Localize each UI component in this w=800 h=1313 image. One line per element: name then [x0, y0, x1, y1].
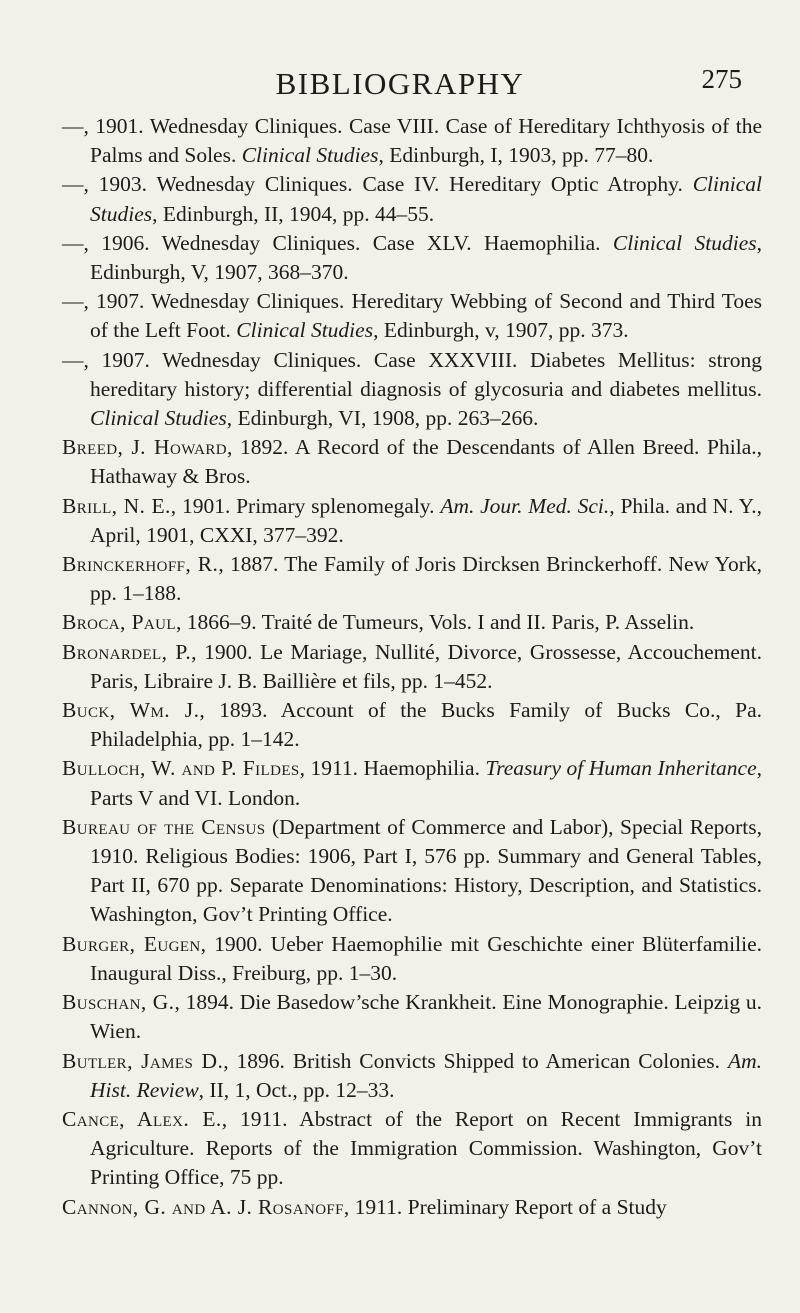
bibliography-entry [62, 1193, 762, 1222]
entry-text-end: , Edinburgh, v, 1907, pp. 373. [373, 318, 629, 343]
entry-text: , 1901. Primary splenomegaly. [170, 493, 441, 518]
entry-text: , 1893. Account of the Bucks Family of Bucks Co., Pa. Philadelphia, pp. 1–142. [90, 698, 763, 752]
bibliography-entry [62, 1047, 762, 1105]
entry-text: —, 1907. Wednesday Cliniques. Hereditary Webbing of Second and Third Toes of the Left Foot. [62, 289, 762, 343]
entry-text: —, 1906. Wednesday Cliniques. Case XLV. Haemophilia. [62, 230, 613, 255]
entry-author: Bronardel, P. [62, 639, 192, 664]
entry-journal: Treasury of Human Inheritance [485, 756, 757, 781]
entry-author: Butler, James D. [62, 1048, 224, 1073]
entry-author: Broca, Paul [62, 610, 176, 635]
entry-author: Cannon, G. and A. J. Rosanoff [62, 1194, 344, 1219]
entry-author: Breed, J. Howard [62, 435, 227, 460]
entry-author: Brinckerhoff, R. [62, 552, 219, 577]
bibliography-entry [62, 433, 762, 491]
bibliography-entry [62, 696, 762, 754]
bibliography-entry [62, 1105, 762, 1193]
bibliography-entry [62, 287, 762, 345]
bibliography-entry [62, 229, 762, 287]
entry-journal: Clinical Studies [90, 172, 762, 226]
bibliography-entry [62, 170, 762, 228]
entry-text: , 1900. Ueber Haemophilie mit Geschichte einer Blüterfamilie. Inaugural Diss., Freiburg, pp. 1–30. [90, 931, 762, 985]
entry-author: Brill, N. E. [62, 493, 171, 518]
entry-journal: Clinical Studies [90, 406, 227, 431]
entry-text-end: , Edinburgh, II, 1904, pp. 44–55. [152, 201, 435, 226]
entry-text-end: , Edinburgh, VI, 1908, pp. 263–266. [226, 406, 539, 431]
entry-author: Buschan, G. [62, 990, 175, 1015]
entry-text: (Department of Commerce and Labor), Special Reports, 1910. Religious Bodies: 1906, Part I, 576 pp. Summary and General Tables, Part II, 670 pp. Separate Denominations: History, Description, and Statistics. Washington, Gov’t Printing Office. [90, 814, 762, 927]
entry-author: Bureau of the Census [62, 814, 266, 839]
entry-text-end: , Phila. and N. Y., April, 1901, CXXI, 377–392. [90, 493, 762, 547]
entry-text: , 1887. The Family of Joris Dircksen Brinckerhoff. New York, pp. 1–188. [90, 552, 762, 606]
entry-text: , 1866–9. Traité de Tumeurs, Vols. I and II. Paris, P. Asselin. [175, 610, 695, 635]
bibliography-entry [62, 988, 762, 1046]
entry-text-end: , Edinburgh, V, 1907, 368–370. [90, 230, 762, 285]
entry-text-end: , Edinburgh, I, 1903, pp. 77–80. [378, 143, 654, 168]
bibliography-entry [62, 112, 762, 170]
entry-journal: Clinical Studies [236, 318, 374, 343]
entry-text: , 1894. Die Basedow’sche Krankheit. Eine Monographie. Leipzig u. Wien. [90, 990, 762, 1044]
bibliography-entry [62, 930, 762, 988]
entry-journal: Clinical Studies [241, 143, 379, 168]
running-title: BIBLIOGRAPHY [275, 66, 525, 101]
entry-author: Burger, Eugen [62, 931, 201, 956]
entry-text: , 1911. Preliminary Report of a Study [343, 1194, 667, 1219]
bibliography-entry [62, 492, 762, 550]
entry-text-end: , II, 1, Oct., pp. 12–33. [198, 1077, 395, 1102]
entry-author: Bulloch, W. and P. Fildes [62, 756, 300, 781]
entry-text-end: , Parts V and VI. London. [90, 756, 762, 810]
bibliography-entry [62, 638, 762, 696]
entry-journal: Am. Jour. Med. Sci. [440, 493, 610, 518]
entry-text: , 1896. British Convicts Shipped to American Colonies. [223, 1048, 728, 1073]
entry-journal: Am. Hist. Review [90, 1048, 762, 1102]
bibliography-entry [62, 550, 762, 608]
entry-author: Buck, Wm. J. [62, 698, 200, 723]
entry-text: —, 1907. Wednesday Cliniques. Case XXXVIII. Diabetes Mellitus: strong hereditary history; differential diagnosis of glycosuria and diabetes mellitus. [62, 347, 762, 401]
bibliography-entry [62, 346, 762, 434]
bibliography-list [62, 112, 762, 1222]
bibliography-entry [62, 813, 762, 930]
page-header [0, 64, 800, 104]
entry-journal: Clinical Studies [612, 230, 757, 255]
entry-author: Cance, Alex. E. [62, 1106, 222, 1131]
entry-text: , 1892. A Record of the Descendants of Allen Breed. Phila., Hathaway & Bros. [90, 435, 763, 489]
entry-text: —, 1903. Wednesday Cliniques. Case IV. Hereditary Optic Atrophy. [62, 172, 693, 197]
entry-text: , 1900. Le Mariage, Nullité, Divorce, Grossesse, Accouchement. Paris, Libraire J. B. Baillière et fils, pp. 1–452. [90, 639, 762, 693]
bibliography-entry [62, 608, 762, 637]
page-number: 275 [701, 64, 742, 94]
entry-text: , 1911. Abstract of the Report on Recent Immigrants in Agriculture. Reports of the Immigration Commission. Washington, Gov’t Printing Office, 75 pp. [90, 1106, 762, 1190]
bibliography-entry [62, 754, 762, 812]
entry-text: , 1911. Haemophilia. [299, 756, 486, 781]
entry-text: —, 1901. Wednesday Cliniques. Case VIII. Case of Hereditary Ichthyosis of the Palms and Soles. [62, 114, 762, 168]
